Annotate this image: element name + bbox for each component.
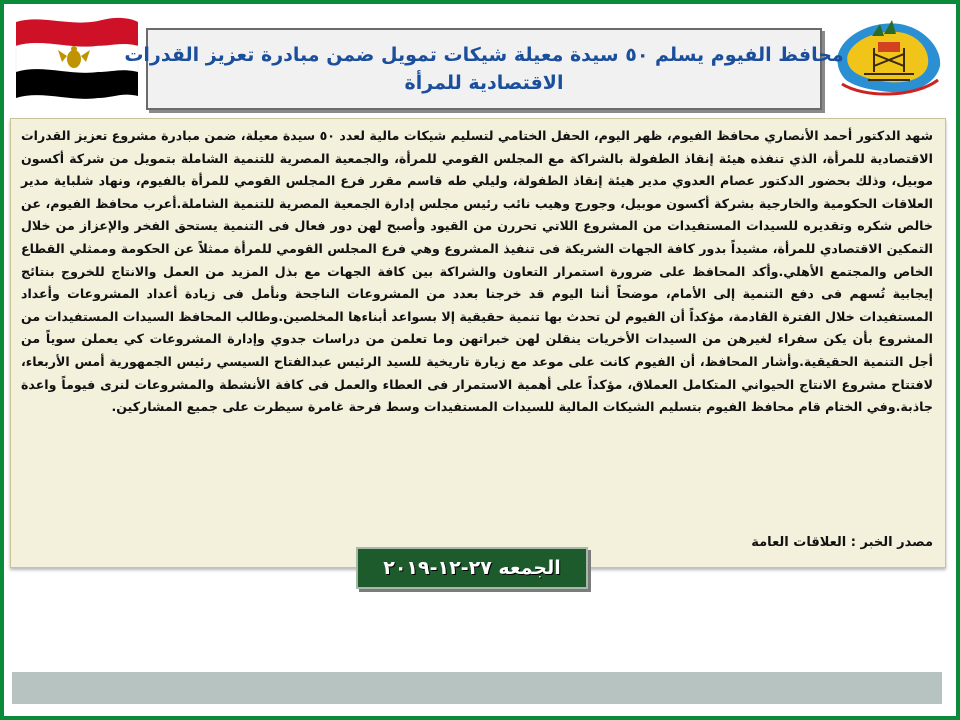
news-source: مصدر الخبر : العلاقات العامة: [751, 535, 933, 550]
article-paragraph: شهد الدكتور أحمد الأنصاري محافظ الفيوم، ظهر اليوم، الحفل الختامي لتسليم شيكات مالية لعدد ٥٠ سيدة معيلة، ضمن مبادرة مشروع تعزيز القدرات الاقتصادية للمرأة، الذي تنفذه هيئة إنقاذ الطفولة بالشراكة مع المجلس القومي للمرأة، والجمعية المصرية للتنمية الشاملة بتمويل من شركة أكسون موبيل، وذلك بحضور الدكتور عصام العدوي مدير هيئة إنقاذ الطفولة، وليلي طه قاسم مقرر فرع المجلس القومي للمرأة بالفيوم، ونهاد شلباية مدير العلاقات الحكومية والخارجية بشركة أكسون موبيل، وجورج وهيب نائب رئيس مجلس إدارة الجمعية المصرية للتنمية الشاملة.أعرب محافظ الفيوم، عن خالص شكره وتقديره للسيدات المستفيدات من المشروع اللاتي تحررن من القيود وأصبح لهن دور فعال فى التنمية يستحق الفخر والإعزاز من خلال التمكين الاقتصادي للمرأة، مشيداً بدور كافة الجهات الشريكة فى تنفيذ المشروع وهي فرع المجلس القومي للمرأة ممثلاً عن الحكومة وممثلي القطاع الخاص والمجتمع الأهلي.وأكد المحافظ على ضرورة استمرار التعاون والشراكة بين كافة الجهات مع بذل المزيد من العمل والانتاج للخروج بنتائج إيجابية تُسهم فى دفع التنمية إلى الأمام، موضحاً أننا اليوم قد خرجنا بعدد من المشروعات الناجحة ونأمل فى زيادة أعداد المشروعات وأعداد المستفيدات خلال الفترة القادمة، مؤكداً أن الفيوم لن تحدث بها تنمية حقيقية إلا بسواعد أبناءها المخلصين.وطالب المحافظ السيدات المستفيدات من المشروع بأن يكن سفراء لغيرهن من السيدات الأخريات ينقلن لهن خبراتهن وما تعلمن من دراسات جدوي وإدارة المشروعات كي يعملن سوياً من أجل التنمية الحقيقية.وأشار المحافظ، أن الفيوم كانت على موعد مع زيارة تاريخية للسيد الرئيس عبدالفتاح السيسي رئيس الجمهورية أمس الأربعاء، لافتتاح مشروع الانتاج الحيواني المتكامل العملاق، مؤكداً على أهمية الاستمرار فى العطاء والعمل فى كافة الأنشطة والمشروعات لنرى فيوماً واعدة جاذبة.وفي الختام قام محافظ الفيوم بتسليم الشيكات المالية للسيدات المستفيدات وسط فرحة غامرة سيطرت على جميع المشاركين.: [21, 128, 934, 415]
footer-bar: [12, 672, 942, 704]
date-text: الجمعه ٢٧-١٢-٢٠١٩: [383, 557, 561, 579]
headline-box: [124, 28, 844, 110]
article-body-box: [10, 118, 946, 568]
date-badge: [356, 547, 588, 589]
egypt-flag-icon: [12, 12, 142, 104]
headline-line-2: الاقتصادية للمرأة: [404, 72, 564, 94]
fayoum-governorate-logo-icon: [834, 14, 946, 100]
headline-line-1: محافظ الفيوم يسلم ٥٠ سيدة معيلة شيكات تمويل ضمن مبادرة تعزيز القدرات: [124, 44, 844, 66]
